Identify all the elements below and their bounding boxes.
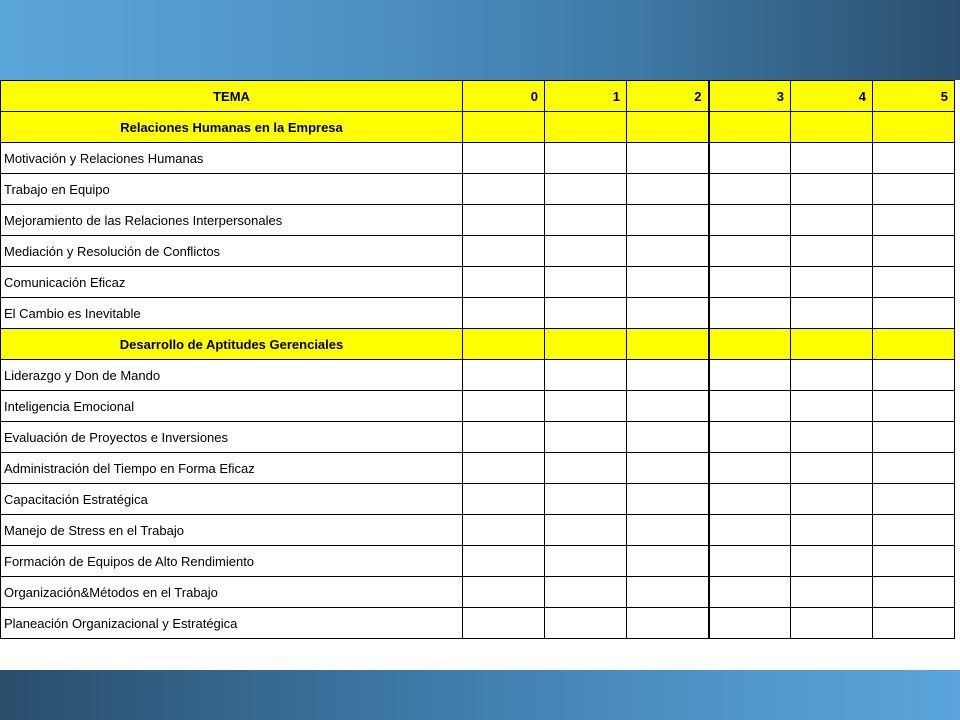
score-cell-2[interactable] [627, 391, 709, 422]
header-tema: TEMA [1, 81, 463, 112]
topic-label: Mediación y Resolución de Conflictos [1, 236, 463, 267]
topic-row [1, 608, 955, 639]
topic-row [1, 453, 955, 484]
header-score-1: 1 [545, 81, 627, 112]
section-score-cell [791, 112, 873, 143]
section-score-cell [709, 329, 791, 360]
topic-row [1, 484, 955, 515]
topic-row [1, 546, 955, 577]
section-score-cell [709, 112, 791, 143]
score-cell-1[interactable] [545, 422, 627, 453]
topic-label: El Cambio es Inevitable [1, 298, 463, 329]
score-cell-1[interactable] [545, 143, 627, 174]
score-cell-3[interactable] [709, 205, 791, 236]
topic-label: Liderazgo y Don de Mando [1, 360, 463, 391]
score-cell-1[interactable] [545, 391, 627, 422]
topic-row [1, 174, 955, 205]
score-cell-3[interactable] [709, 546, 791, 577]
score-cell-3[interactable] [709, 143, 791, 174]
score-cell-4[interactable] [791, 577, 873, 608]
score-cell-0[interactable] [463, 267, 545, 298]
score-cell-1[interactable] [545, 484, 627, 515]
score-cell-3[interactable] [709, 484, 791, 515]
header-score-0: 0 [463, 81, 545, 112]
topic-label: Administración del Tiempo en Forma Eficaz [1, 453, 463, 484]
score-cell-5[interactable] [873, 143, 955, 174]
topic-label: Capacitación Estratégica [1, 484, 463, 515]
score-cell-1[interactable] [545, 453, 627, 484]
section-title: Desarrollo de Aptitudes Gerenciales [1, 329, 463, 360]
topic-row [1, 205, 955, 236]
topic-row [1, 422, 955, 453]
score-cell-2[interactable] [627, 143, 709, 174]
section-score-cell [627, 112, 709, 143]
header-score-5: 5 [873, 81, 955, 112]
section-score-cell [545, 112, 627, 143]
score-cell-3[interactable] [709, 174, 791, 205]
score-cell-1[interactable] [545, 546, 627, 577]
score-cell-2[interactable] [627, 484, 709, 515]
score-cell-4[interactable] [791, 298, 873, 329]
score-cell-2[interactable] [627, 360, 709, 391]
score-cell-2[interactable] [627, 174, 709, 205]
score-cell-4[interactable] [791, 484, 873, 515]
score-cell-5[interactable] [873, 484, 955, 515]
score-cell-5[interactable] [873, 546, 955, 577]
score-cell-2[interactable] [627, 515, 709, 546]
background-top-band [0, 0, 960, 80]
score-cell-4[interactable] [791, 453, 873, 484]
score-cell-4[interactable] [791, 205, 873, 236]
score-cell-5[interactable] [873, 205, 955, 236]
score-cell-4[interactable] [791, 143, 873, 174]
score-cell-1[interactable] [545, 298, 627, 329]
score-cell-0[interactable] [463, 577, 545, 608]
section-score-cell [873, 112, 955, 143]
score-cell-1[interactable] [545, 515, 627, 546]
topic-label: Trabajo en Equipo [1, 174, 463, 205]
score-cell-3[interactable] [709, 360, 791, 391]
score-cell-0[interactable] [463, 515, 545, 546]
score-cell-4[interactable] [791, 174, 873, 205]
topic-label: Organización&Métodos en el Trabajo [1, 577, 463, 608]
score-cell-3[interactable] [709, 391, 791, 422]
score-cell-2[interactable] [627, 608, 709, 639]
score-cell-3[interactable] [709, 577, 791, 608]
table-body [1, 81, 955, 639]
section-row [1, 112, 955, 143]
header-score-4: 4 [791, 81, 873, 112]
score-cell-4[interactable] [791, 546, 873, 577]
background-bottom-band [0, 670, 960, 720]
score-cell-5[interactable] [873, 236, 955, 267]
topic-label: Evaluación de Proyectos e Inversiones [1, 422, 463, 453]
score-cell-3[interactable] [709, 267, 791, 298]
topic-row [1, 360, 955, 391]
score-cell-0[interactable] [463, 608, 545, 639]
score-cell-4[interactable] [791, 422, 873, 453]
score-cell-0[interactable] [463, 143, 545, 174]
section-row [1, 329, 955, 360]
topic-label: Planeación Organizacional y Estratégica [1, 608, 463, 639]
score-cell-4[interactable] [791, 515, 873, 546]
score-cell-0[interactable] [463, 236, 545, 267]
score-cell-1[interactable] [545, 267, 627, 298]
header-row [1, 81, 955, 112]
topics-rating-table [0, 80, 955, 639]
score-cell-4[interactable] [791, 391, 873, 422]
score-cell-0[interactable] [463, 546, 545, 577]
topic-row [1, 267, 955, 298]
topic-label: Comunicación Eficaz [1, 267, 463, 298]
score-cell-0[interactable] [463, 205, 545, 236]
header-score-3: 3 [709, 81, 791, 112]
score-cell-2[interactable] [627, 236, 709, 267]
score-cell-0[interactable] [463, 453, 545, 484]
score-cell-1[interactable] [545, 608, 627, 639]
score-cell-2[interactable] [627, 546, 709, 577]
section-score-cell [545, 329, 627, 360]
topic-row [1, 391, 955, 422]
topic-row [1, 298, 955, 329]
section-score-cell [791, 329, 873, 360]
score-cell-2[interactable] [627, 577, 709, 608]
score-cell-3[interactable] [709, 298, 791, 329]
score-cell-5[interactable] [873, 577, 955, 608]
score-cell-2[interactable] [627, 205, 709, 236]
score-cell-2[interactable] [627, 267, 709, 298]
score-cell-5[interactable] [873, 515, 955, 546]
score-cell-3[interactable] [709, 608, 791, 639]
score-cell-5[interactable] [873, 174, 955, 205]
score-cell-5[interactable] [873, 360, 955, 391]
score-cell-0[interactable] [463, 422, 545, 453]
score-cell-2[interactable] [627, 298, 709, 329]
topic-row [1, 515, 955, 546]
section-score-cell [463, 112, 545, 143]
score-cell-1[interactable] [545, 236, 627, 267]
topic-label: Inteligencia Emocional [1, 391, 463, 422]
score-cell-4[interactable] [791, 360, 873, 391]
section-score-cell [463, 329, 545, 360]
score-cell-3[interactable] [709, 422, 791, 453]
score-cell-1[interactable] [545, 360, 627, 391]
score-cell-4[interactable] [791, 267, 873, 298]
score-cell-5[interactable] [873, 298, 955, 329]
section-title: Relaciones Humanas en la Empresa [1, 112, 463, 143]
section-score-cell [627, 329, 709, 360]
score-cell-4[interactable] [791, 236, 873, 267]
score-cell-0[interactable] [463, 391, 545, 422]
score-cell-2[interactable] [627, 453, 709, 484]
section-score-cell [873, 329, 955, 360]
score-cell-1[interactable] [545, 174, 627, 205]
topic-label: Mejoramiento de las Relaciones Interpersonales [1, 205, 463, 236]
topic-label: Formación de Equipos de Alto Rendimiento [1, 546, 463, 577]
score-cell-5[interactable] [873, 453, 955, 484]
topic-label: Motivación y Relaciones Humanas [1, 143, 463, 174]
score-cell-3[interactable] [709, 236, 791, 267]
header-score-2: 2 [627, 81, 709, 112]
topic-row [1, 143, 955, 174]
score-cell-2[interactable] [627, 422, 709, 453]
score-cell-5[interactable] [873, 422, 955, 453]
score-cell-4[interactable] [791, 608, 873, 639]
topic-row [1, 577, 955, 608]
score-cell-0[interactable] [463, 484, 545, 515]
score-cell-5[interactable] [873, 267, 955, 298]
score-cell-1[interactable] [545, 577, 627, 608]
score-cell-5[interactable] [873, 608, 955, 639]
score-cell-3[interactable] [709, 453, 791, 484]
score-cell-1[interactable] [545, 205, 627, 236]
score-cell-0[interactable] [463, 174, 545, 205]
score-cell-0[interactable] [463, 298, 545, 329]
score-cell-3[interactable] [709, 515, 791, 546]
score-cell-0[interactable] [463, 360, 545, 391]
topic-label: Manejo de Stress en el Trabajo [1, 515, 463, 546]
evaluation-sheet [0, 80, 960, 670]
score-cell-5[interactable] [873, 391, 955, 422]
topic-row [1, 236, 955, 267]
